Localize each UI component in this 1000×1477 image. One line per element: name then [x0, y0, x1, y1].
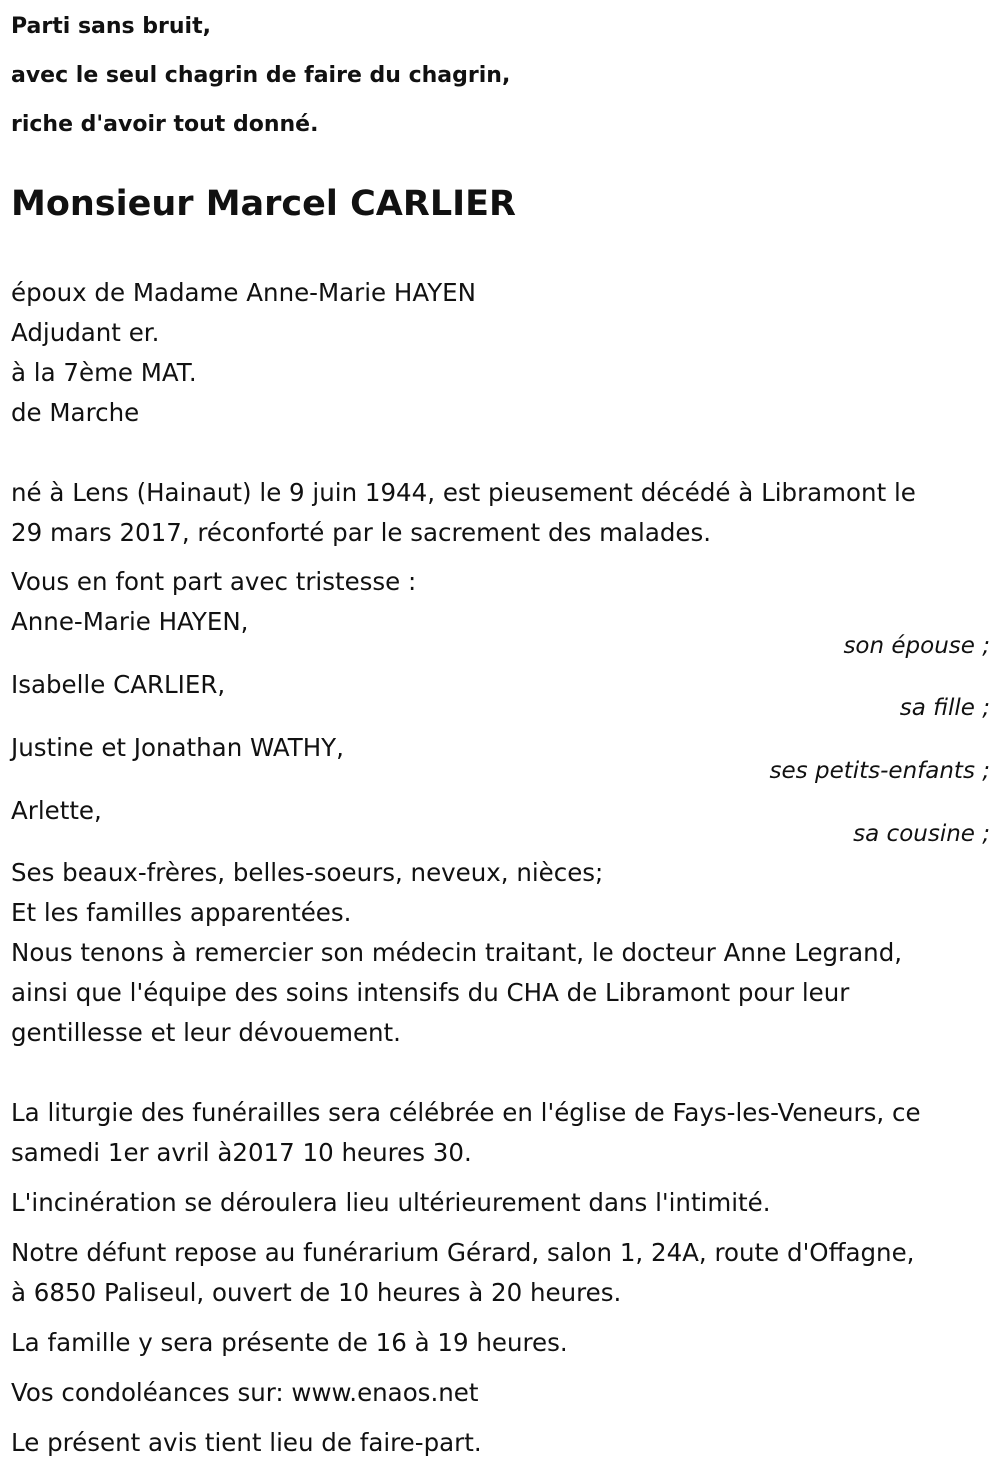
repose-line-1: Notre défunt repose au funérarium Gérard, salon 1, 24A, route d'Offagne,: [11, 1238, 915, 1267]
thanks-line-1: Nous tenons à remercier son médecin traitant, le docteur Anne Legrand,: [11, 938, 903, 967]
death-notice-line-1: né à Lens (Hainaut) le 9 juin 1944, est pieusement décédé à Libramont le: [11, 478, 916, 507]
funeral-line-2: samedi 1er avril à2017 10 heures 30.: [11, 1138, 472, 1167]
epigraph-line-2: avec le seul chagrin de faire du chagrin,: [11, 63, 511, 88]
incineration-text: L'incinération se déroulera lieu ultérieurement dans l'intimité.: [11, 1188, 771, 1217]
others-line-2: Et les familles apparentées.: [11, 898, 352, 927]
epigraph-line-3: riche d'avoir tout donné.: [11, 112, 319, 137]
identity-line-3: à la 7ème MAT.: [11, 358, 197, 387]
family-member-name: Anne-Marie HAYEN,: [11, 607, 249, 636]
family-member-name: Arlette,: [11, 796, 102, 825]
deceased-name: Monsieur Marcel CARLIER: [11, 184, 517, 224]
closing-text: Le présent avis tient lieu de faire-part.: [11, 1428, 482, 1457]
thanks-line-3: gentillesse et leur dévouement.: [11, 1018, 401, 1047]
family-member-relation: sa cousine ;: [853, 821, 990, 847]
family-member-relation: sa fille ;: [899, 695, 990, 721]
identity-line-4: de Marche: [11, 398, 140, 427]
presence-text: La famille y sera présente de 16 à 19 heures.: [11, 1328, 568, 1357]
repose-line-2: à 6850 Paliseul, ouvert de 10 heures à 20 heures.: [11, 1278, 622, 1307]
thanks-line-2: ainsi que l'équipe des soins intensifs du CHA de Libramont pour leur: [11, 978, 850, 1007]
family-member-name: Justine et Jonathan WATHY,: [11, 733, 344, 762]
epigraph-line-1: Parti sans bruit,: [11, 14, 211, 39]
family-member-relation: son épouse ;: [843, 633, 990, 659]
death-notice-line-2: 29 mars 2017, réconforté par le sacrement des malades.: [11, 518, 712, 547]
family-member-name: Isabelle CARLIER,: [11, 670, 226, 699]
identity-line-1: époux de Madame Anne-Marie HAYEN: [11, 278, 476, 307]
others-line-1: Ses beaux-frères, belles-soeurs, neveux, nièces;: [11, 858, 604, 887]
family-member-relation: ses petits-enfants ;: [769, 758, 990, 784]
funeral-line-1: La liturgie des funérailles sera célébrée en l'église de Fays-les-Veneurs, ce: [11, 1098, 921, 1127]
announce-text: Vous en font part avec tristesse :: [11, 567, 417, 596]
condolences-text: Vos condoléances sur: www.enaos.net: [11, 1378, 479, 1407]
identity-line-2: Adjudant er.: [11, 318, 160, 347]
